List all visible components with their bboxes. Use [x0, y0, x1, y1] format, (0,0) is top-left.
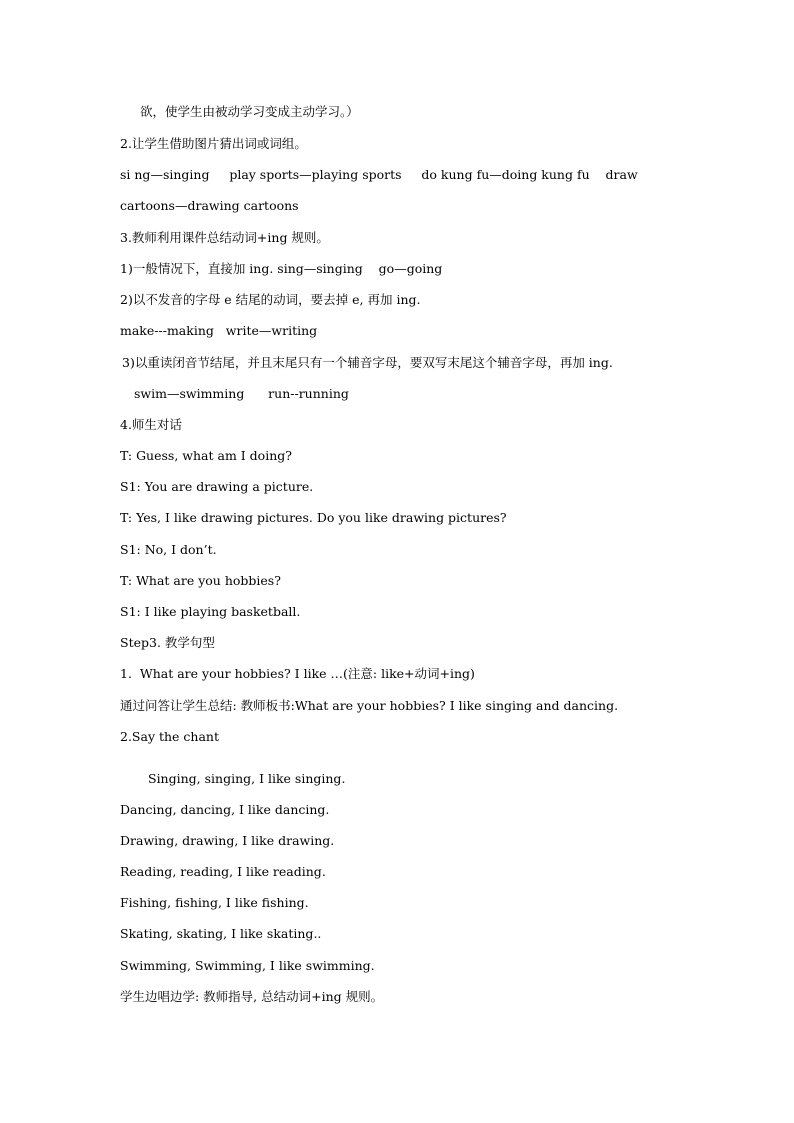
text-line: cartoons—drawing cartoons — [120, 198, 299, 213]
text-line: 3.教师利用课件总结动词+ing 规则。 — [120, 230, 329, 245]
text-line: 2.让学生借助图片猜出词或词组。 — [120, 136, 307, 151]
text-line: 2)以不发音的字母 e 结尾的动词，要去掉 e, 再加 ing. — [120, 292, 421, 307]
text-line: si ng—singing play sports—playing sports do kung fu—doing kung fu draw — [120, 167, 638, 182]
text-line: 学生边唱边学: 教师指导, 总结动词+ing 规则。 — [120, 989, 384, 1004]
chant-line: Drawing, drawing, I like drawing. — [120, 833, 335, 848]
text-line: 欲，使学生由被动学习变成主动学习。） — [140, 104, 359, 119]
chant-line: Swimming, Swimming, I like swimming. — [120, 958, 375, 973]
chant-line: Skating, skating, I like skating.. — [120, 926, 322, 941]
text-line: T: Yes, I like drawing pictures. Do you like drawing pictures? — [120, 510, 507, 525]
text-line: T: Guess, what am I doing? — [120, 448, 292, 463]
text-line: S1: No, I don’t. — [120, 542, 217, 557]
text-line: 3)以重读闭音节结尾，并且末尾只有一个辅音字母，要双写末尾这个辅音字母，再加 ing. — [122, 355, 613, 370]
text-line: T: What are you hobbies? — [120, 573, 281, 588]
text-line: 1)一般情况下，直接加 ing. sing—singing go—going — [120, 261, 443, 276]
text-line: 4.师生对话 — [120, 417, 182, 432]
text-line: swim—swimming run--running — [134, 386, 349, 401]
chant-line: Singing, singing, I like singing. — [148, 771, 346, 786]
chant-line: Dancing, dancing, I like dancing. — [120, 802, 330, 817]
chant-line: Fishing, fishing, I like fishing. — [120, 895, 309, 910]
text-line: 通过问答让学生总结: 教师板书:What are your hobbies? I like singing and dancing. — [120, 698, 619, 713]
text-line: S1: I like playing basketball. — [120, 604, 301, 619]
chant-line: Reading, reading, I like reading. — [120, 864, 326, 879]
text-line: S1: You are drawing a picture. — [120, 479, 314, 494]
text-line: Step3. 教学句型 — [120, 635, 215, 650]
text-line: 1. What are your hobbies? I like …(注意: like+动词+ing) — [120, 666, 475, 681]
text-line: make---making write—writing — [120, 323, 318, 338]
text-line: 2.Say the chant — [120, 729, 219, 744]
